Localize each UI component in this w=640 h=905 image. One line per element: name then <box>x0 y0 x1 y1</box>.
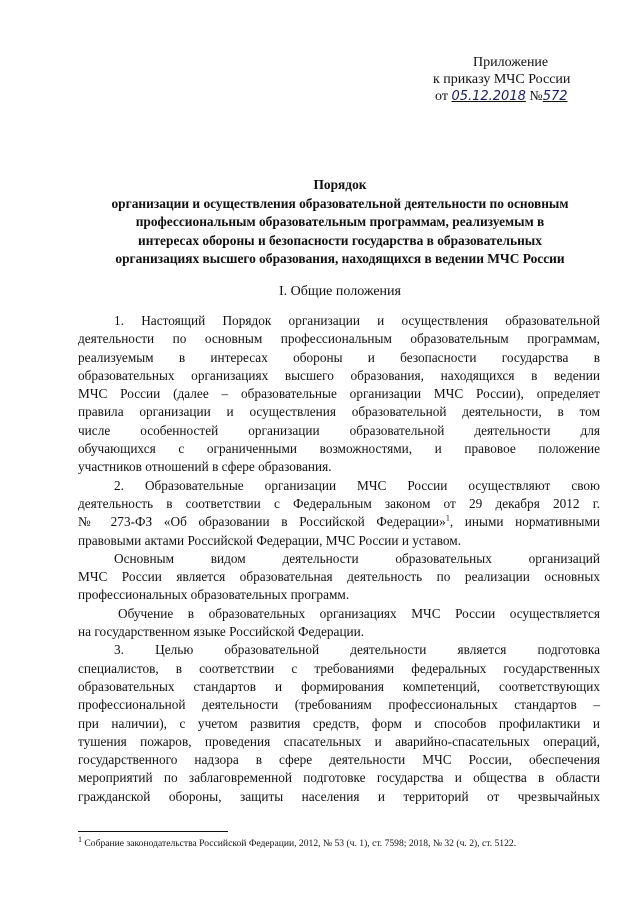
body-line: образовательных стандартов и формирования компетенций, соответствующих <box>78 678 600 694</box>
title-line: профессиональным образовательным программам, реализуемым в <box>135 214 545 230</box>
document-body <box>78 312 600 806</box>
title-line: организациях высшего образования, находящихся в ведении МЧС России <box>115 251 565 267</box>
appendix-label: Приложение <box>473 55 549 70</box>
number-prefix: № <box>529 89 543 104</box>
line-continuation: , иными нормативными <box>449 514 600 530</box>
body-line <box>78 513 600 531</box>
body-line: профессиональной деятельности (требованиям профессиональных стандартов – <box>78 697 600 713</box>
body-line: при наличии), с учетом развития средств, форм и способов профилактики и <box>78 715 600 731</box>
appendix-order-ref: к приказу МЧС России <box>433 72 571 87</box>
footnote-text: Собрание законодательства Российской Федерации, 2012, № 53 (ч. 1), ст. 7598; 2018, № 32 (ч. 2), ст. 5122. <box>84 838 517 849</box>
body-line: 1. Настоящий Порядок организации и осуществления образовательной <box>114 313 600 328</box>
body-line: 3. Целью образовательной деятельности является подготовка <box>114 642 600 658</box>
body-line: профессиональных образовательных программ. <box>78 587 350 603</box>
body-line: образовательных организациях высшего образования, находящихся в ведении <box>78 367 600 383</box>
section-heading: I. Общие положения <box>279 284 401 299</box>
body-line: числе особенностей организации образовательной деятельности для <box>78 422 600 438</box>
body-line: правовыми актами Российской Федерации, МЧС России и уставом. <box>78 532 462 548</box>
body-line: деятельности по основным профессиональным образовательным программам, <box>78 331 600 347</box>
title-line: организации и осуществления образовательной деятельности по основным <box>111 195 569 211</box>
body-line: реализуемым в интересах обороны и безопасности государства в <box>78 349 600 365</box>
footnote <box>78 834 517 849</box>
body-line: гражданской обороны, защиты населения и территорий от чрезвычайных <box>78 788 600 804</box>
body-line: Обучение в образовательных организациях МЧС России осуществляется <box>118 605 600 621</box>
appendix-date-line <box>433 88 570 105</box>
title-line: интересах обороны и безопасности государства в образовательных <box>138 232 542 248</box>
body-line: специалистов, в соответствии с требованиями федеральных государственных <box>78 660 600 676</box>
footnote-mark: 1 <box>445 513 450 523</box>
body-line: 2. Образовательные организации МЧС России осуществляют свою <box>114 477 600 493</box>
handwritten-date: 05.12.2018 <box>451 89 526 104</box>
law-reference: № 273-ФЗ «Об образовании в Российской Федерации» <box>78 514 446 530</box>
body-line: на государственном языке Российской Федерации. <box>78 624 365 640</box>
body-line: деятельность в соответствии с Федеральным законом от 29 декабря 2012 г. <box>78 495 600 511</box>
footnote-number: 1 <box>78 834 82 844</box>
body-line: правила организации и осуществления образовательной деятельности, в том <box>78 404 600 420</box>
appendix-block <box>433 54 570 105</box>
body-line: тушения пожаров, проведения спасательных и аварийно-спасательных операций, <box>78 733 600 749</box>
handwritten-number: 572 <box>542 89 568 104</box>
body-line: МЧС России (далее – образовательные организации МЧС России), определяет <box>78 386 600 402</box>
document-title <box>70 176 610 269</box>
body-line: мероприятий по заблаговременной подготовке государства и общества в области <box>78 770 600 786</box>
title-heading: Порядок <box>313 177 367 192</box>
body-line: участников отношений в сфере образования. <box>78 459 332 475</box>
body-line: обучающихся с ограниченными возможностями, и правовое положение <box>78 441 600 457</box>
body-line: МЧС России является образовательная деятельность по реализации основных <box>78 569 600 585</box>
footnote-separator <box>78 831 228 832</box>
date-prefix: от <box>435 89 448 104</box>
body-line: Основным видом деятельности образовательных организаций <box>114 550 600 566</box>
body-line: государственного надзора в сфере деятельности МЧС России, обеспечения <box>78 752 600 768</box>
